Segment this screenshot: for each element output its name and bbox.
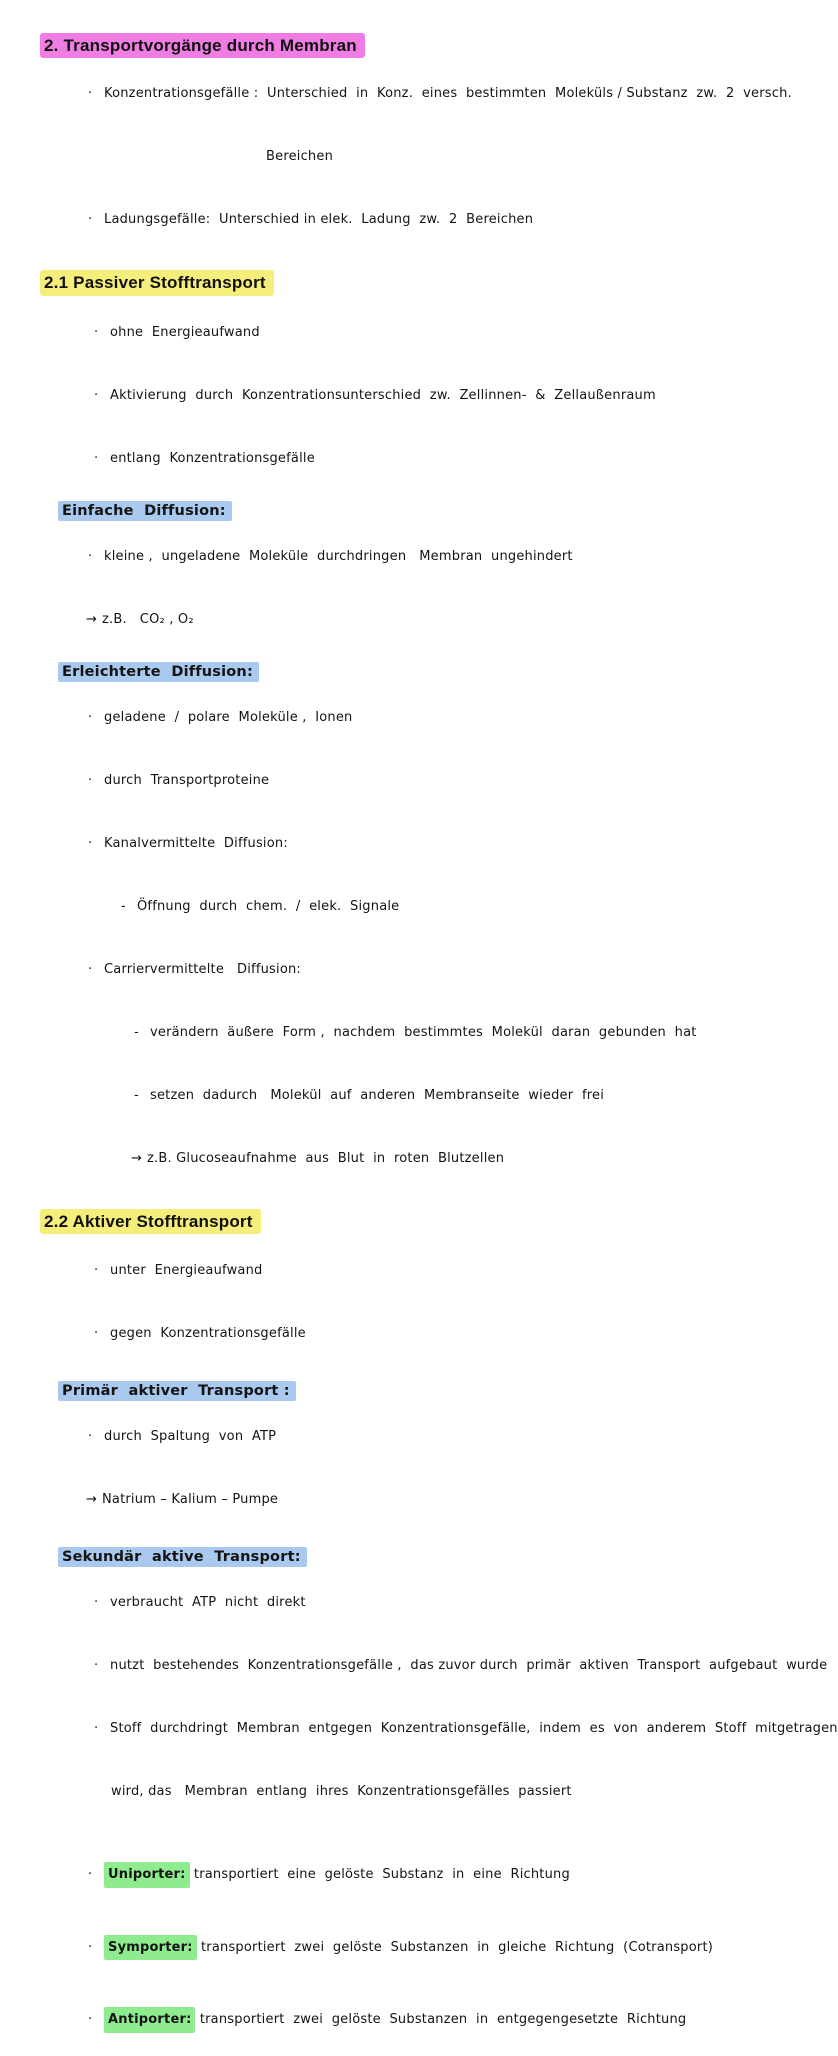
subheading-sekundaer-aktive-transport: Sekundär aktive Transport:: [58, 1547, 307, 1567]
note-line-example: [60, 1468, 814, 1531]
note-text: kleine , ungeladene Moleküle durchdringen Membran ungehindert: [104, 548, 573, 564]
spacer: [40, 1365, 814, 1381]
note-text: nutzt bestehendes Konzentrationsgefälle , das zuvor durch primär aktiven Transport aufgebaut wurde: [110, 1657, 828, 1673]
section-heading-passiver-stofftransport: 2.1 Passiver Stofftransport: [40, 270, 274, 295]
note-text: Bereichen: [266, 149, 334, 165]
bullet-marker: ·: [88, 961, 93, 977]
note-line: [62, 686, 814, 749]
title-row: [40, 33, 814, 58]
bullet-marker: ·: [94, 324, 99, 340]
dash-marker: -: [134, 1024, 139, 1040]
bullet-marker: ·: [94, 387, 99, 403]
note-text: entlang Konzentrationsgefälle: [110, 450, 315, 466]
arrow-icon: →: [86, 1491, 98, 1507]
note-text: Öffnung durch chem. / elek. Signale: [137, 898, 400, 914]
note-text: ohne Energieaufwand: [110, 324, 260, 340]
bullet-marker: ·: [94, 1594, 99, 1610]
bullet-marker: ·: [88, 772, 93, 788]
arrow-icon: →: [131, 1150, 143, 1166]
note-text: Kanalvermittelte Diffusion:: [104, 835, 288, 851]
subheading-einfache-diffusion: Einfache Diffusion:: [58, 501, 232, 521]
note-line-sub: [108, 1064, 814, 1127]
note-line: [62, 749, 814, 812]
note-text: wird, das Membran entlang ihres Konzentrationsgefälles passiert: [111, 1783, 572, 1799]
section-active-heading-row: [40, 1209, 814, 1234]
note-line: [68, 1239, 814, 1302]
note-line-ladungsgefaelle: [62, 188, 814, 251]
bullet-marker: ·: [88, 1867, 93, 1883]
bullet-marker: ·: [88, 548, 93, 564]
subheading-einfache-diffusion-row: [40, 501, 814, 521]
arrow-icon: →: [86, 611, 98, 627]
dash-marker: -: [134, 1087, 139, 1103]
subheading-primaer-aktiver-transport: Primär aktiver Transport :: [58, 1381, 296, 1401]
note-line: [68, 301, 814, 364]
note-text: durch Transportproteine: [104, 772, 270, 788]
bullet-marker: ·: [94, 1720, 99, 1736]
note-text: Carriervermittelte Diffusion:: [104, 961, 302, 977]
term-uniporter: Uniporter:: [104, 1862, 190, 1888]
bullet-marker: ·: [94, 1262, 99, 1278]
page-title: 2. Transportvorgänge durch Membran: [40, 33, 365, 58]
note-text: verändern äußere Form , nachdem bestimmtes Molekül daran gebunden hat: [150, 1024, 697, 1040]
term-symporter: Symporter:: [104, 1935, 197, 1961]
note-line: [62, 525, 814, 588]
subheading-sekundaer-aktive-transport-row: [40, 1547, 814, 1567]
note-text: durch Spaltung von ATP: [104, 1428, 277, 1444]
spacer: [40, 1823, 814, 1839]
note-line: [62, 938, 814, 1001]
note-text: unter Energieaufwand: [110, 1262, 263, 1278]
note-line-sub: [95, 875, 814, 938]
note-text: Natrium – Kalium – Pumpe: [102, 1491, 279, 1507]
note-text: Aktivierung durch Konzentrationsunterschied zw. Zellinnen- & Zellaußenraum: [110, 387, 656, 403]
spacer: [40, 651, 814, 662]
bullet-marker: ·: [94, 1657, 99, 1673]
term-antiporter: Antiporter:: [104, 2007, 195, 2033]
note-text: transportiert eine gelöste Substanz in eine Richtung: [189, 1867, 570, 1883]
subheading-primaer-aktiver-transport-row: [40, 1381, 814, 1401]
note-text: verbraucht ATP nicht direkt: [110, 1594, 306, 1610]
note-line: [62, 1405, 814, 1468]
note-text: setzen dadurch Molekül auf anderen Membranseite wieder frei: [150, 1087, 605, 1103]
dash-marker: -: [121, 898, 126, 914]
bullet-marker: ·: [88, 835, 93, 851]
section-heading-aktiver-stofftransport: 2.2 Aktiver Stofftransport: [40, 1209, 261, 1234]
note-text: z.B. Glucoseaufnahme aus Blut in roten Blutzellen: [147, 1150, 505, 1166]
note-line: [62, 812, 814, 875]
note-line-sub: [108, 1001, 814, 1064]
subheading-erleichterte-diffusion-row: [40, 662, 814, 682]
note-line-antiporter: [62, 1984, 814, 2056]
section-passive-heading-row: [40, 270, 814, 295]
bullet-marker: ·: [88, 1428, 93, 1444]
note-line: [68, 427, 814, 490]
bullet-marker: ·: [88, 1939, 93, 1955]
note-text: Konzentrationsgefälle : Unterschied in Konz. eines bestimmten Moleküls / Substanz zw. 2 versch.: [104, 86, 792, 102]
spacer: [40, 1190, 814, 1209]
spacer: [40, 251, 814, 270]
note-line-example: [60, 588, 814, 651]
bullet-marker: ·: [94, 1325, 99, 1341]
note-line: [68, 1571, 814, 1634]
note-line-continuation: [240, 125, 814, 188]
note-text: z.B. CO₂ , O₂: [102, 611, 194, 627]
spacer: [40, 490, 814, 501]
note-text: Ladungsgefälle: Unterschied in elek. Ladung zw. 2 Bereichen: [104, 212, 534, 228]
spacer: [40, 1531, 814, 1547]
note-line-uniporter: [62, 1839, 814, 1912]
bullet-marker: ·: [88, 212, 93, 228]
note-text: transportiert zwei gelöste Substanzen in gleiche Richtung (Cotransport): [196, 1939, 714, 1955]
note-line-example: [105, 1127, 814, 1190]
note-text: geladene / polare Moleküle , Ionen: [104, 709, 353, 725]
note-line: [68, 364, 814, 427]
note-line-konzentrationsgefaelle: [62, 62, 814, 125]
bullet-marker: ·: [88, 2012, 93, 2028]
bullet-marker: ·: [88, 86, 93, 102]
note-text: transportiert zwei gelöste Substanzen in entgegengesetzte Richtung: [195, 2012, 687, 2028]
note-line: [68, 1634, 828, 1697]
note-line-symporter: [62, 1911, 814, 1984]
note-line: [68, 1302, 814, 1365]
note-line-continuation: [85, 1760, 814, 1823]
bullet-marker: ·: [94, 450, 99, 466]
note-line: [68, 1697, 838, 1760]
note-text: gegen Konzentrationsgefälle: [110, 1325, 306, 1341]
note-text: Stoff durchdringt Membran entgegen Konzentrationsgefälle, indem es von anderem Stoff mitgetragen: [110, 1720, 838, 1736]
bullet-marker: ·: [88, 709, 93, 725]
subheading-erleichterte-diffusion: Erleichterte Diffusion:: [58, 662, 259, 682]
